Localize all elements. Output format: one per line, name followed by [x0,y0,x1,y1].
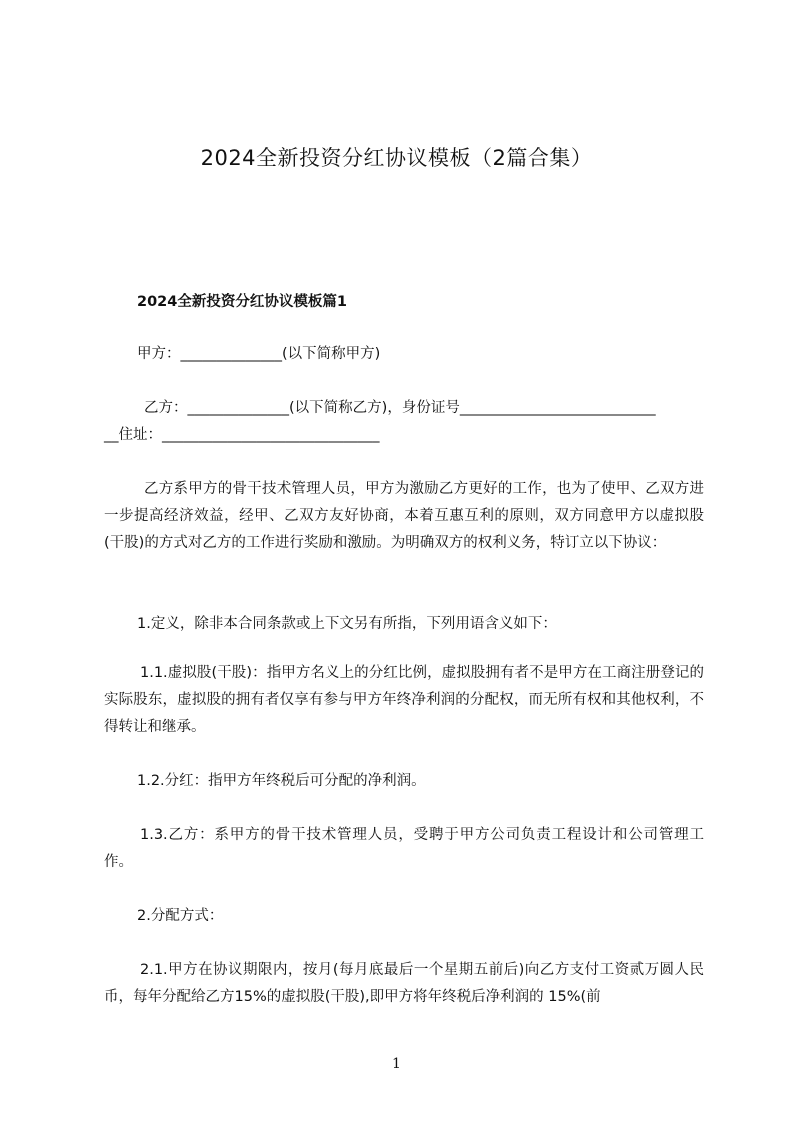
page-number: 1 [392,1056,401,1072]
clause-1: 1.定义，除非本合同条款或上下文另有所指，下列用语含义如下： [137,616,557,632]
intro-paragraph: 乙方系甲方的骨干技术管理人员，甲方为激励乙方更好的工作，也为了使甲、乙双方进一步提高经济效益，经甲、乙双方友好协商，本着互惠互利的原则，双方同意甲方以虚拟股(干股)的方式对乙方的工作进行奖励和激励。为明确双方的权利义务，特订立以下协议： [104,481,704,551]
clause-1-1: 1.1.虚拟股(干股)：指甲方名义上的分红比例，虚拟股拥有者不是甲方在工商注册登记的实际股东，虚拟股的拥有者仅享有参与甲方年终净利润的分配权，而无所有权和其他权利，不得转让和继承。 [104,665,704,735]
party-b-line: 乙方：______________(以下简称乙方)，身份证号___________________________ [144,400,656,416]
party-b-address-line: __住址：______________________________ [104,427,380,443]
clause-1-3: 1.3.乙方：系甲方的骨干技术管理人员，受聘于甲方公司负责工程设计和公司管理工作。 [104,827,704,870]
clause-1-2: 1.2.分红：指甲方年终税后可分配的净利润。 [137,773,426,789]
section-title: 2024全新投资分红协议模板篇1 [137,294,347,310]
document-title: 2024全新投资分红协议模板（2篇合集） [200,146,593,170]
clause-2: 2.分配方式： [137,908,224,924]
clause-2-1: 2.1.甲方在协议期限内，按月(每月底最后一个星期五前后)向乙方支付工资贰万圆人民币，每年分配给乙方15%的虚拟股(干股),即甲方将年终税后净利润的 15%(前 [104,962,704,1005]
party-a-line: 甲方：______________(以下简称甲方) [137,346,381,362]
